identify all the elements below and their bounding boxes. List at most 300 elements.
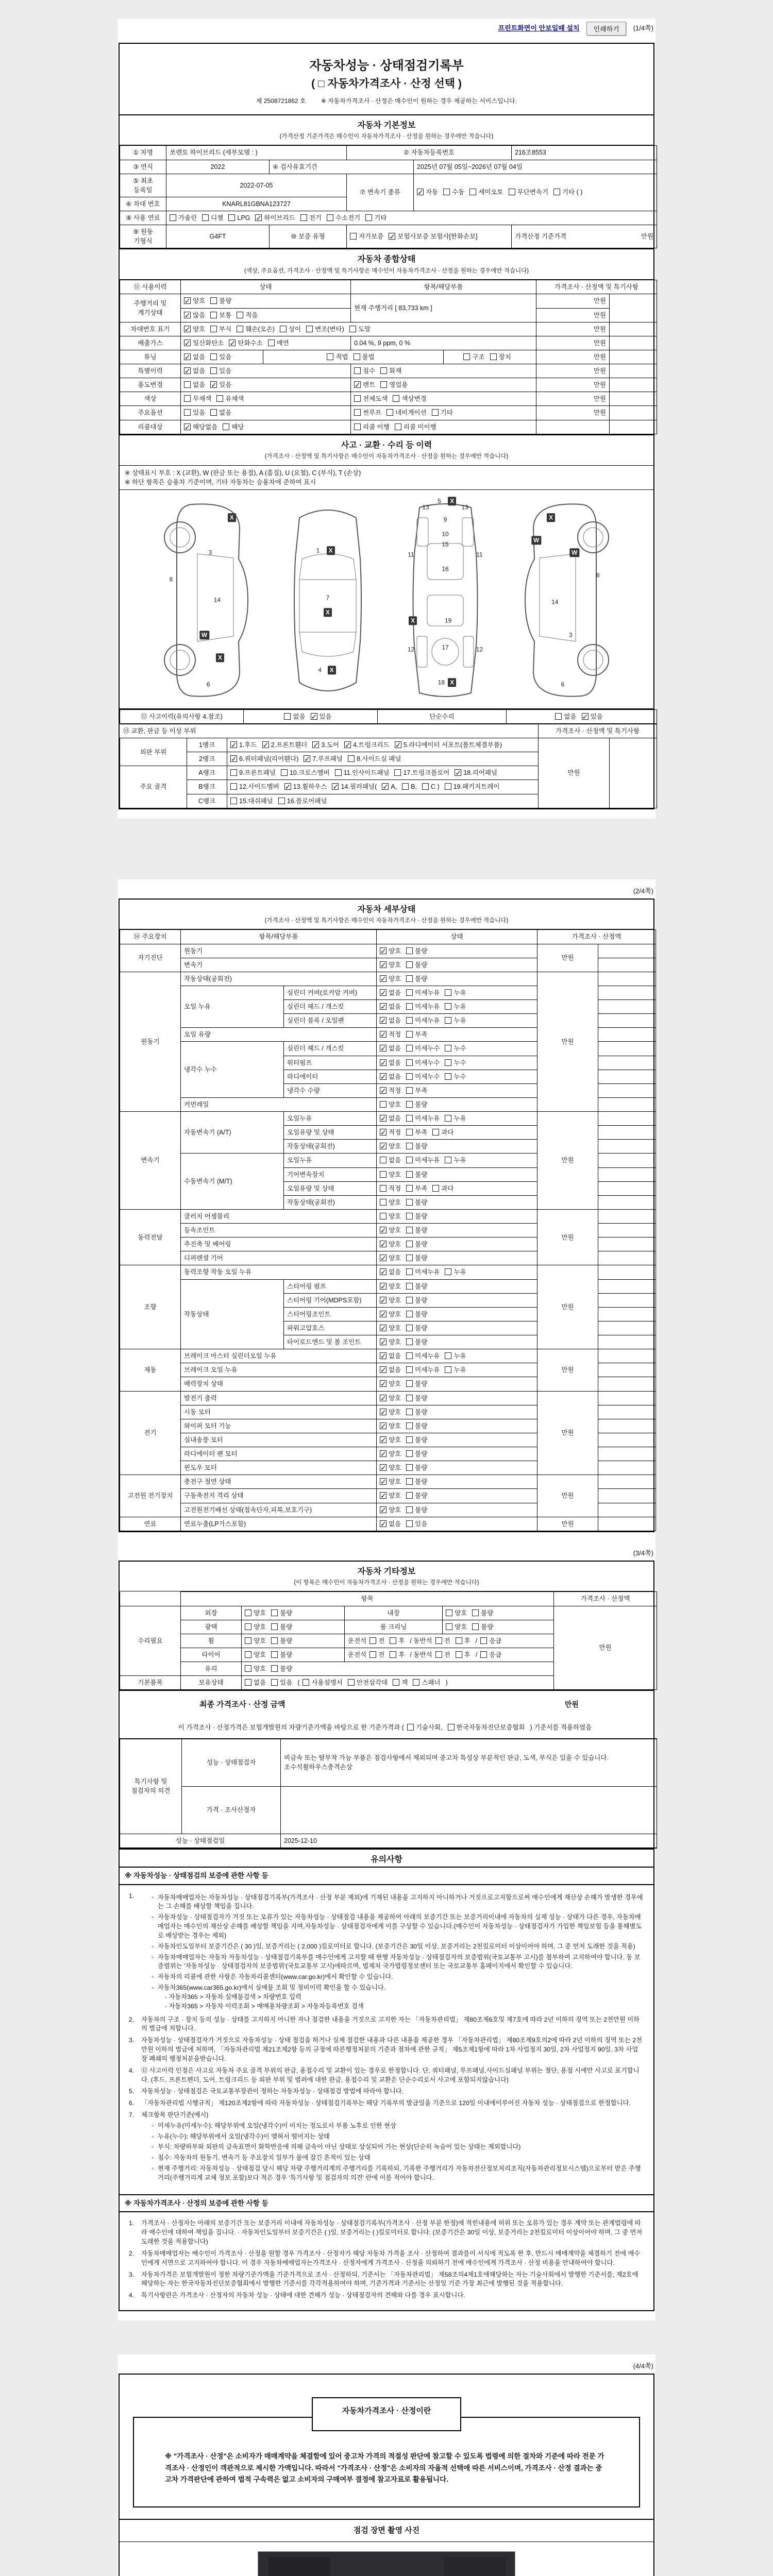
item-state — [377, 1140, 537, 1154]
checkbox-option: 19.패키지트레이 — [445, 782, 500, 791]
unchecked-box-icon — [413, 1679, 419, 1686]
checkbox-option: 전 — [369, 1636, 384, 1646]
unchecked-box-icon — [216, 395, 223, 402]
emission-value: 0.04 %, 9 ppm, 0 % — [351, 336, 536, 350]
checkbox-option: 불량 — [271, 1650, 292, 1659]
note-item-text: 자동차성능 · 상태점검자가 거짓으로 자동차성능 · 상태 점검을 하거나 실제 점검한 내용과 다른 내용을 제공한 경우 「자동차관리법」 제80조제9호의2에 따라 2년 이하의 징역 또는 2천만원 이하의 벌금에 처하며, 「자동차관리법 제21조제2항 등의 규정에 따른행정처분의 기준과 절차에 관한 규칙」 제5조제1항에 따라 1차 사업정지 30일, 2차 사업정지 90일, 3차 사업장 폐쇄의 행정처분을받습니다. — [141, 2037, 643, 2062]
note-item-number: 4. — [129, 2292, 135, 2299]
checkbox-option: ✓ 양호 — [380, 1226, 401, 1235]
checked-box-icon — [380, 989, 386, 996]
panel-number: 12 — [407, 646, 415, 653]
diagram-underside-view — [396, 497, 494, 703]
device-name: 제동 — [120, 1349, 181, 1391]
price-entry-cell — [598, 1251, 656, 1265]
unchecked-box-icon — [406, 1157, 413, 1163]
item-state — [377, 1126, 537, 1140]
unchecked-box-icon — [271, 1609, 278, 1616]
item-state — [377, 1083, 537, 1097]
price-entry-cell — [598, 986, 656, 999]
checkbox-option: ✓양호 — [184, 296, 205, 306]
checkbox-option: 부족 — [406, 1086, 427, 1095]
note-item-number: 6. — [129, 2099, 135, 2107]
unchecked-box-icon — [406, 1185, 413, 1192]
checked-box-icon — [395, 741, 401, 748]
item-name: 오일누유 — [284, 1112, 377, 1126]
panel-number: 17 — [442, 643, 449, 651]
tuning-label: 튜닝 — [120, 350, 181, 364]
unchecked-box-icon — [327, 214, 333, 221]
unchecked-box-icon — [230, 783, 237, 790]
panel-number: 14 — [213, 596, 221, 604]
first-reg-value: 2022-07-05 — [166, 174, 347, 197]
damage-mark-x: X — [328, 666, 336, 674]
checkbox-option: ✓ 없음 — [380, 1351, 401, 1361]
price-entry-cell — [598, 1279, 656, 1293]
checked-box-icon — [380, 1409, 386, 1415]
year-label: ③ 연식 — [120, 160, 166, 174]
final-price-row — [120, 1690, 653, 1716]
checked-box-icon — [262, 741, 269, 748]
item-state — [377, 1154, 537, 1167]
item-name: 오일유량 및 상태 — [284, 1181, 377, 1195]
unchecked-box-icon — [210, 297, 217, 304]
note-bullet: ◦ 부식: 차량하부와 외판의 금속표면이 화학반응에 의해 금속이 아닌 상태로 상실되어 가는 현상(단순히 녹슬어 있는 상태는 제외합니다) — [152, 2143, 644, 2152]
checkbox-option: ✓ 2.프론트휀더 — [262, 740, 308, 750]
checkbox-option: 불량 — [406, 1477, 427, 1486]
item-group: 냉각수 누수 — [181, 1042, 284, 1098]
basic-info-note: (가격산정 기준가격은 매수인이 자동차가격조사 · 산정을 원하는 경우에만 적습니다) — [279, 133, 494, 140]
overall-h-item: 항목/해당부품 — [351, 280, 536, 294]
unchecked-box-icon — [354, 395, 361, 402]
page-indicator: (2/4쪽) — [119, 885, 654, 899]
checkbox-option: ✓ 양호 — [380, 1491, 401, 1500]
exchange-price-head: 가격조사 · 산정액 및 특기사항 — [539, 724, 657, 738]
note-item — [129, 2036, 644, 2063]
unchecked-box-icon — [268, 340, 275, 346]
checkbox-option: ✓ 없음 — [184, 366, 205, 376]
item-name: 작동상태(공회전) — [284, 1195, 377, 1209]
item-name: 실린더 헤드 / 개스킷 — [284, 1042, 377, 1056]
price-entry-cell — [598, 1195, 656, 1209]
unchecked-box-icon — [445, 989, 451, 996]
unchecked-box-icon — [445, 1003, 451, 1010]
unchecked-box-icon — [469, 189, 476, 195]
checked-box-icon — [184, 353, 191, 360]
panel-number: 15 — [442, 540, 449, 548]
price-unit: 만원 — [536, 336, 610, 350]
inspection-photos — [120, 2542, 653, 2576]
damage-mark-w: W — [199, 631, 209, 639]
checkbox-option: B, — [402, 782, 417, 791]
doc-number: 제 2508721862 호 — [256, 97, 306, 105]
checkbox-option: 있음 — [271, 1678, 292, 1687]
unchecked-box-icon — [395, 423, 401, 430]
item-state — [377, 1097, 537, 1111]
checkbox-option: 스패너 — [413, 1678, 440, 1687]
panel-number: 12 — [476, 646, 483, 653]
unchecked-box-icon — [210, 312, 217, 318]
detail-row — [120, 944, 656, 958]
checkbox-option: 불량 — [472, 1608, 493, 1618]
unchecked-box-icon — [278, 798, 285, 804]
unchecked-box-icon — [435, 1651, 442, 1658]
unchecked-box-icon — [445, 1073, 451, 1080]
note-item — [129, 2249, 644, 2268]
checkbox-option: ✓ 양호 — [380, 1296, 401, 1305]
special-remarks-label: 특기사항 및 점검자의 의견 — [120, 1739, 182, 1834]
checkbox-option: 기타 — [432, 408, 453, 417]
unchecked-box-icon — [380, 1213, 386, 1219]
checkbox-option: ✓ 있음 — [210, 380, 231, 389]
price-entry-cell — [598, 1014, 656, 1028]
unchecked-box-icon — [445, 783, 451, 790]
item-name: 오일 유량 — [181, 1028, 377, 1042]
unchecked-box-icon — [394, 769, 401, 776]
checkbox-option: 부족 — [406, 1030, 427, 1039]
checked-box-icon — [389, 233, 395, 240]
checkbox-option: 누수 — [445, 1044, 466, 1053]
checkbox-option: 한국자동차진단보증협회 — [448, 1723, 525, 1732]
unchecked-box-icon — [407, 1724, 414, 1731]
item-state — [377, 1349, 537, 1363]
price-entry-cell — [598, 1042, 656, 1056]
panel-number: 3 — [568, 631, 573, 639]
item-state — [377, 1391, 537, 1405]
checked-box-icon — [184, 367, 191, 374]
checked-box-icon — [380, 1492, 386, 1499]
checkbox-option: ✓ 탄화수소 — [229, 338, 262, 348]
checkbox-option: 미세누유 — [406, 1267, 440, 1277]
unchecked-box-icon — [406, 1115, 413, 1122]
rank2-items — [227, 752, 539, 766]
overall-header — [120, 248, 653, 280]
panel-number: 6 — [206, 681, 210, 688]
unchecked-box-icon — [350, 233, 357, 240]
item-group: 오일 누유 — [181, 986, 284, 1027]
inspection-value: 2025년 07월 05일~2026년 07월 04일 — [414, 160, 657, 174]
wheel-label: 휠 — [181, 1634, 242, 1648]
price-unit: 만원 — [537, 1112, 598, 1210]
unchecked-box-icon — [280, 326, 287, 332]
price-entry-cell — [598, 1391, 656, 1405]
unchecked-box-icon — [306, 326, 313, 332]
item-name: 라디에이터 — [284, 1070, 377, 1083]
unchecked-box-icon — [406, 1366, 413, 1373]
note-bullet: ◦ 침수: 자동차의 원동기, 변속기 등 주요장치 일부가 물에 잠긴 흔적이 있는 상태 — [152, 2154, 644, 2163]
text-token: ) 기준서를 적용하였음 — [530, 1724, 592, 1732]
checkbox-option: ✓ 양호 — [380, 1324, 401, 1333]
damage-mark-x: X — [228, 513, 236, 522]
checkbox-option: 불량 — [406, 1170, 427, 1179]
accident-header — [120, 434, 653, 466]
unchecked-box-icon — [406, 1073, 413, 1080]
checkbox-option: 있음 — [210, 352, 231, 362]
checkbox-option: 9.프론트패널 — [230, 768, 276, 777]
item-state — [377, 1224, 537, 1238]
detail-row — [120, 1209, 656, 1223]
print-button[interactable]: 인쇄하기 — [586, 22, 626, 36]
checkbox-option: ✓ 일산화탄소 — [184, 338, 224, 348]
doc-title: 자동차성능 · 상태점검기록부 — [309, 59, 464, 73]
checkbox-option: ✓ 없음 — [380, 1058, 401, 1067]
unchecked-box-icon — [237, 312, 243, 318]
item-name: 구동축전지 격리 상태 — [181, 1489, 377, 1503]
unchecked-box-icon — [348, 755, 355, 762]
item-state — [377, 1363, 537, 1377]
unchecked-box-icon — [245, 1609, 251, 1616]
note-item — [129, 2219, 644, 2246]
detail-row — [120, 1349, 656, 1363]
checkbox-option: 불량 — [406, 1449, 427, 1459]
text-token: ) — [445, 1679, 448, 1687]
unchecked-box-icon — [553, 189, 560, 195]
accident-history-label: ⑫ 사고이력(유의사항 4.참조) — [120, 709, 244, 723]
checkbox-option: 미세누유 — [406, 988, 440, 997]
unchecked-box-icon — [271, 1651, 278, 1658]
other-header — [120, 1562, 653, 1592]
note-bullet: ◦ 누유(누수): 해당부위에서 오일(냉각수)이 맺혀서 떨어지는 상태 — [152, 2132, 644, 2142]
note-item — [129, 2111, 644, 2184]
panel-number: 16 — [442, 565, 449, 573]
unchecked-box-icon — [170, 214, 176, 221]
checkbox-option: ✓ 양호 — [380, 1505, 401, 1515]
detail-row — [120, 1112, 656, 1126]
item-name: 실린더 헤드 / 개스킷 — [284, 1000, 377, 1014]
item-state — [377, 1014, 537, 1028]
checkbox-option: 누유 — [445, 1002, 466, 1011]
page-indicator: (1/4쪽) — [633, 24, 653, 32]
checkbox-option: 불량 — [406, 974, 427, 984]
glass-label: 유리 — [181, 1662, 242, 1676]
checkbox-option: 불량 — [406, 1212, 427, 1221]
unchecked-box-icon — [406, 1492, 413, 1499]
unchecked-box-icon — [230, 769, 237, 776]
unchecked-box-icon — [406, 947, 413, 954]
unchecked-box-icon — [555, 713, 562, 720]
unchecked-box-icon — [380, 1157, 386, 1163]
item-state — [377, 1405, 537, 1419]
note-bullet: ◦ 자동차의 리콜에 관한 사항은 자동차리콜센터(www.car.go.kr)에서 확인할 수 있습니다. — [152, 1973, 644, 1982]
usage-change-type — [351, 378, 536, 392]
item-state — [377, 1238, 537, 1251]
checkbox-option: ✓많음 — [184, 311, 205, 320]
price-unit: 만원 — [537, 1209, 598, 1265]
price-unit: 만원 — [537, 1475, 598, 1517]
print-toolbar — [117, 19, 656, 38]
item-state — [377, 1419, 537, 1433]
checkbox-option: 없음 — [380, 1156, 401, 1165]
price-unit: 만원 — [536, 294, 610, 308]
rankC-items — [227, 794, 539, 808]
special-history-type — [351, 364, 536, 378]
unchecked-box-icon — [406, 1395, 413, 1401]
page-1 — [117, 38, 656, 819]
checkbox-option: 썬루프 — [354, 408, 381, 417]
basic-info-header — [120, 114, 653, 146]
vin-mark-label: 차대번호 표기 — [120, 322, 181, 336]
unchecked-box-icon — [406, 989, 413, 996]
checkbox-option: ✓ 없음 — [380, 1002, 401, 1011]
exchange-panel-table — [120, 724, 657, 808]
panel-number: 10 — [442, 530, 449, 538]
checkbox-option: ✓ 양호 — [380, 1379, 401, 1388]
item-state — [377, 1279, 537, 1293]
item-group: 자동변속기 (A/T) — [181, 1112, 284, 1154]
print-helper-install-link[interactable]: 프린트화면이 안보일때 설치 — [498, 24, 580, 32]
checkbox-option: 불량 — [406, 1296, 427, 1305]
checkbox-option: ✓ 없음 — [380, 988, 401, 997]
checkbox-option: ✓ 양호 — [380, 1142, 401, 1151]
checkbox-option: 전 — [369, 1650, 384, 1659]
item-name: 실린더 커버(로커암 커버) — [284, 986, 377, 999]
checked-box-icon — [380, 1003, 386, 1010]
checkbox-option: 기술사회, — [407, 1723, 443, 1732]
checkbox-option: 불량 — [406, 1491, 427, 1500]
checkbox-option: ✓ 없음 — [184, 352, 205, 362]
panel-number: 3 — [208, 549, 212, 556]
main-frame-label: 주요 골격 — [120, 766, 187, 808]
detail-table — [120, 929, 656, 1531]
note-item-text: 자동차의 구조 · 장치 등의 성능 · 상태를 고지하지 아니한 자나 점검한 내용을 거짓으로 고지한 자는 「자동차관리법」 제80조제6호및 제7호에 따라 2년 이하의 징역 또는 2천만원 이하의 벌금에 처합니다. — [141, 2015, 640, 2032]
price-unit: 만원 — [537, 972, 598, 1111]
unchecked-box-icon — [406, 1017, 413, 1024]
unchecked-box-icon — [480, 1637, 487, 1644]
unchecked-box-icon — [432, 409, 439, 416]
note-item-number: 7. — [129, 2111, 135, 2119]
unchecked-box-icon — [406, 1436, 413, 1443]
item-name: 커먼레일 — [181, 1097, 377, 1111]
item-name: 스티어링 기어(MDPS포함) — [284, 1293, 377, 1307]
emission-state — [181, 336, 351, 350]
vin-label: ⑥ 차대 번호 — [120, 197, 166, 211]
price-unit: 만원 — [536, 406, 610, 420]
note-item-number: 1. — [129, 2219, 135, 2227]
item-state — [377, 1209, 537, 1223]
mileage-value: 현재 주행거리 [ 83,733 km ] — [351, 294, 536, 322]
diagram-left-side-view — [161, 497, 259, 703]
price-entry-cell — [598, 1377, 656, 1391]
checkbox-option: 매연 — [268, 338, 289, 348]
unchecked-box-icon — [380, 1171, 386, 1178]
item-name: 작동상태(공회전) — [284, 1140, 377, 1154]
checkbox-option: 누유 — [445, 988, 466, 997]
note-item — [129, 2099, 644, 2108]
item-state — [377, 1461, 537, 1475]
checkbox-option: 누유 — [445, 1016, 466, 1025]
checked-box-icon — [382, 783, 389, 790]
panel-number: 11 — [476, 551, 483, 558]
unchecked-box-icon — [406, 1338, 413, 1345]
checkbox-option: 리콜 이행 — [354, 422, 390, 432]
checkbox-option: ✓ 없음 — [380, 1044, 401, 1053]
item-state — [377, 944, 537, 958]
price-entry-cell — [598, 1517, 656, 1531]
item-state — [377, 1181, 537, 1195]
checked-box-icon — [380, 1478, 386, 1485]
note-item — [129, 2066, 644, 2085]
note-item-number: 5. — [129, 2088, 135, 2095]
checkbox-option: ✓ 양호 — [380, 1408, 401, 1417]
checkbox-option: 있음 — [210, 366, 231, 376]
price-unit: 만원 — [537, 1391, 598, 1475]
checkbox-option: 잭 — [393, 1678, 408, 1687]
price-entry-cell — [598, 1209, 656, 1223]
item-state — [377, 1447, 537, 1461]
checkbox-option: ✓ 4.트렁크리드 — [344, 740, 390, 750]
checkbox-option: 15.대쉬패널 — [230, 796, 273, 806]
checkbox-option: 후 — [456, 1650, 470, 1659]
checkbox-option: 적법 — [327, 352, 348, 362]
checkbox-option: 양호 — [245, 1622, 266, 1632]
panel-number: 19 — [445, 617, 452, 624]
item-state — [377, 1475, 537, 1489]
checked-box-icon — [344, 741, 351, 748]
note-bullet: ◦ 자동차365(www.car365.go.kr)에서 실매물 조회 및 정비이력 확인을 할 수 있습니다. - 자동차365 > 자동차 실매물검색 > 차량번호 입력 - 자동차365 > 자동차 이력조회 > 매매용차량조회 > 자동차등록번호 검색 — [152, 1984, 644, 2011]
unchecked-box-icon — [245, 1623, 251, 1630]
basic-info-table — [120, 145, 657, 248]
price-entry-cell — [598, 1140, 656, 1154]
checkbox-option: 없음 — [210, 408, 231, 417]
checkbox-option: ✓ 보험사보증 보험사[한화손보] — [389, 232, 477, 241]
options-type — [351, 406, 536, 420]
text-token: / — [475, 1651, 478, 1658]
unchecked-box-icon — [245, 1679, 251, 1686]
unchecked-box-icon — [406, 1031, 413, 1038]
unchecked-box-icon — [432, 1185, 439, 1192]
unchecked-box-icon — [445, 1268, 451, 1275]
checkbox-option: 불량 — [406, 1142, 427, 1151]
checked-box-icon — [380, 947, 386, 954]
device-name: 고전원 전기장치 — [120, 1475, 181, 1517]
checkbox-option: ✓ 해당없음 — [184, 422, 217, 432]
damage-mark-x: X — [409, 616, 417, 625]
price-unit: 만원 — [536, 378, 610, 392]
checkbox-option: 전기 — [300, 213, 322, 223]
item-state — [377, 1000, 537, 1014]
unchecked-box-icon — [210, 326, 217, 332]
checkbox-option: 불량 — [406, 1100, 427, 1109]
unchecked-box-icon — [406, 1268, 413, 1275]
checked-box-icon — [184, 312, 191, 318]
note-item — [129, 1892, 644, 2013]
room-cleaning-state — [443, 1620, 554, 1634]
detail-h-item: 항목/해당부품 — [181, 930, 377, 944]
holding-state — [242, 1676, 554, 1690]
checked-box-icon — [210, 381, 217, 388]
unchecked-box-icon — [354, 423, 361, 430]
unchecked-box-icon — [490, 353, 497, 360]
checkbox-option: 불량 — [406, 1463, 427, 1472]
wheel-state — [242, 1634, 345, 1648]
checkbox-option: 후 — [456, 1636, 470, 1646]
unchecked-box-icon — [406, 1297, 413, 1303]
device-name: 연료 — [120, 1517, 181, 1531]
note-item — [129, 2270, 644, 2289]
checkbox-option: 8.사이드실 패널 — [348, 754, 401, 764]
unchecked-box-icon — [245, 1637, 251, 1644]
tuning-legality — [263, 350, 444, 364]
year-value: 2022 — [166, 160, 270, 174]
note-item-text: ⑫ 사고이력 인정은 사고로 자동차 주요 골격 부위의 판금, 용접수리 및 교환이 있는 경우로 한정합니다. 단, 쿼터패널, 루프패널,사이드실패널 부위는 절단, 용접 시에만 사고로 표기합니다. (후드, 프론트펜더, 도어, 트렁크리드 등 외판 부위 및 범퍼에 대한 판금, 용접수리 및 교환은 단순수리로서 사고에 포함되지않습니다) — [141, 2066, 640, 2083]
price-entry-cell — [598, 1126, 656, 1140]
unchecked-box-icon — [480, 1651, 487, 1658]
unchecked-box-icon — [245, 1665, 251, 1672]
checkbox-option: ✓ 3.도어 — [312, 740, 339, 750]
checkbox-option: 후 — [390, 1636, 405, 1646]
damage-mark-x: X — [327, 546, 335, 555]
notes-sec2-body — [120, 2212, 653, 2310]
item-name: 추진축 및 베어링 — [181, 1238, 377, 1251]
